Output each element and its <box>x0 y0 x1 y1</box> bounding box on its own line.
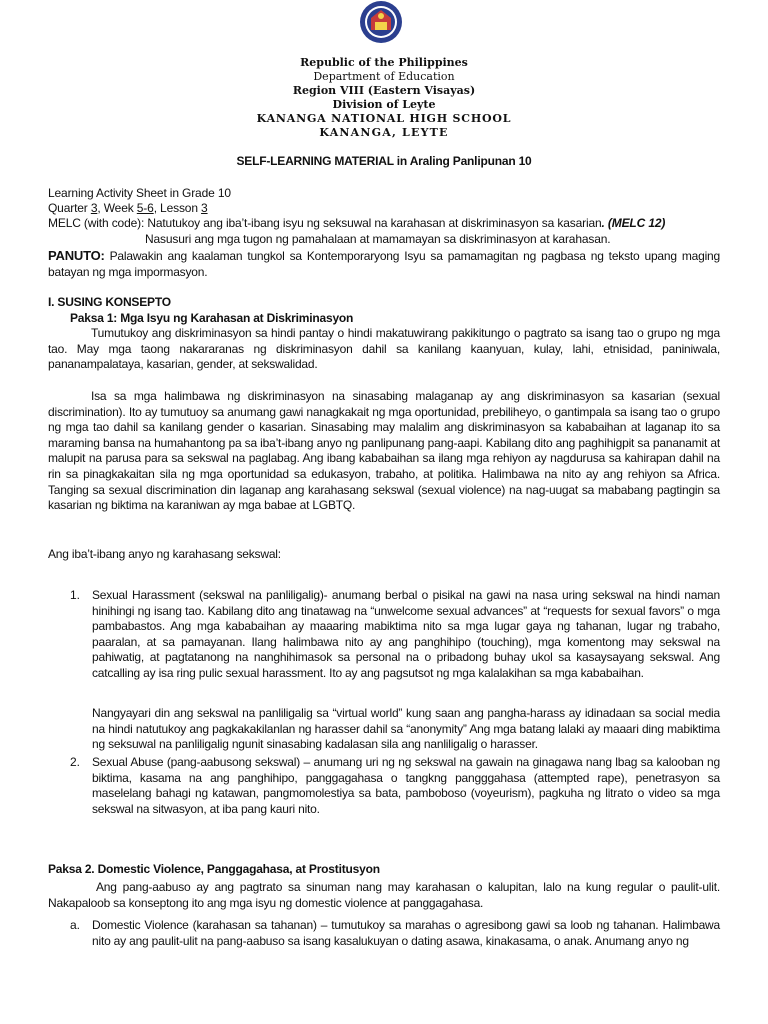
quarter-line <box>48 201 208 216</box>
deped-seal-icon <box>349 0 413 50</box>
section-heading-susing-konsepto: I. SUSING KONSEPTO <box>48 295 171 309</box>
panuto-paragraph <box>48 248 720 280</box>
melc-text: MELC (with code): Natutukoy ang iba’t-ibang isyu ng seksuwal na karahasan at diskriminasyon sa kasarian <box>48 216 602 230</box>
quarter-value: 3 <box>90 201 98 215</box>
division-line: Division of Leyte <box>332 98 436 111</box>
list-item-sexual-abuse: Sexual Abuse (pang-aabusong sekswal) – anumang uri ng ng sekswal na gawain na ginagawa nang lbag sa kalooban ng biktima, kasama na ang panghihipo, panggagahasa o tangkng pangggahasa (attempted rape), penetrasyon sa maselelang bahagi ng katawan, pangmomolestiya sa bata, pamboboso (voyeurism), pagkuha ng litrato o video sa mga sekswal na sitwasyon, at iba pang kauri nito. <box>92 755 720 816</box>
melc-code: (MELC 12) <box>604 216 666 230</box>
school-line: KANANGA NATIONAL HIGH SCHOOL <box>256 112 512 125</box>
republic-line: Republic of the Philippines <box>300 56 468 69</box>
location-line: KANANGA, LEYTE <box>319 126 449 139</box>
paragraph-anyo-intro: Ang iba’t-ibang anyo ng karahasang sekswal: <box>48 547 281 561</box>
topic-heading-paksa-1: Paksa 1: Mga Isyu ng Karahasan at Diskriminasyon <box>70 311 354 325</box>
melc-line <box>48 216 665 231</box>
list-letter-a: a. <box>70 918 81 932</box>
list-item-sexual-harassment: Sexual Harassment (sekswal na panliligalig)- anumang berbal o pisikal na gawi na nasa uring sekswal na hindi naman hinihingi ng isang tao. Kabilang dito ang tinatawag na “unwelcome sexual advances” at “requests for sexual favors” o mga pambabastos. Ang mga kababaihan ay maaaring mabiktima nito sa mga lugar gaya ng tahanan, lugar ng trabaho, paaralan, at sa pamayanan. Ilang halimbawa nito ay ang panghihipo (touching), mga komentong may sekswal na pahiwatig, at pagtatanong na nanghihimasok sa personal na o pribadong buhay ukol sa kasaysayang sekswal. Ang catcalling ay isa ring pulic sexual harassment. Ito ay ang pagsutsot ng mga kalalakihan sa mga kababaihan. <box>92 588 720 680</box>
week-value: 5-6 <box>136 201 154 215</box>
paragraph-sexual-discrimination: Isa sa mga halimbawa ng diskriminasyon na sinasabing malaganap ay ang diskriminasyon sa kasarian (sexual discrimination). Ito ay tumutuoy sa anumang gawi nanagkakait ng mga oportunidad, prebiliheyo, o gantimpala sa isang tao o grupo ng mga tao dahil sa kanilang gender o kasarian. Sinasabing may malalim ang diskriminasyon sa kababaihan at laganap ito sa maraming bansa na humahantong pa sa iba’t-ibang anyo ng panlipunang pang-aapi. Kabilang dito ang paghihigpit sa pananamit at malupit na parusa para sa sekswal na paglabag. Ang ibang kababaihan sa ilang mga rehiyon ay nagdurusa sa kahirapan dahil na rin sa pinagkakaitan sila ng mga oportunidad sa edukasyon, trabaho, at politika. Halimbawa na nito ay ang rehiyon sa Africa. Tanging sa sexual discrimination din laganap ang karahasang sekswal (sexual violence) na nag-uugat sa mababang pagtingin sa kasarian ng biktima na karaniwan ay mga babae at LGBTQ. <box>48 389 720 513</box>
melc-second-line: Nasusuri ang mga tugon ng pamahalaan at mamamayan sa diskriminasyon at karahasan. <box>145 232 611 246</box>
topic-heading-paksa-2: Paksa 2. Domestic Violence, Panggagahasa, at Prostitusyon <box>48 862 380 876</box>
list-item-domestic-violence: Domestic Violence (karahasan sa tahanan) – tumutukoy sa marahas o agresibong gawi sa loob ng tahanan. Halimbawa nito ay ang paulit-ulit na pang-aabuso sa isang kasalukuyan o dating asawa, kinakasama, o anak. Anumang anyo ng <box>92 918 720 948</box>
lesson-prefix: , Lesson <box>153 201 202 215</box>
list-number-2: 2. <box>70 755 81 769</box>
week-prefix: , Week <box>97 201 137 215</box>
list-number-1: 1. <box>70 588 81 602</box>
lesson-value: 3 <box>201 201 208 215</box>
quarter-prefix: Quarter <box>48 201 91 215</box>
panuto-label: PANUTO: <box>48 248 105 263</box>
page-title: SELF-LEARNING MATERIAL in Araling Panlipunan 10 <box>236 154 532 168</box>
region-line: Region VIII (Eastern Visayas) <box>292 84 476 97</box>
department-line: Department of Education <box>313 70 455 83</box>
melc-dot: . <box>601 216 605 230</box>
paragraph-pang-aabuso: Ang pang-aabuso ay ang pagtrato sa sinuman nang may karahasan o kalupitan, lalo na kung regular o paulit-ulit. Nakapaloob sa konseptong ito ang mga isyu ng domestic violence at panggagahasa. <box>48 880 720 910</box>
sheet-line: Learning Activity Sheet in Grade 10 <box>48 186 231 200</box>
list-item-virtual-world: Nangyayari din ang sekswal na panliligalig sa “virtual world” kung saan ang pangha-harass ay idinadaan sa social media na hindi natutukoy ang pagkakakilanlan ng harasser dahil sa “anonymity” Ang mga batang lalaki ay maaari ding mabiktima ng seksuwal na panliligalig ngunit sinasabing kadalasan sila ang nanliligalig o harasser. <box>92 706 720 752</box>
paragraph-diskriminasyon: Tumutukoy ang diskriminasyon sa hindi pantay o hindi makatuwirang pakikitungo o pagtrato sa isang tao o grupo ng mga tao. May mga taong nakararanas ng diskriminasyon dahil sa kanilang kaanyuan, kulay, lahi, etnisidad, paniniwala, pananampalataya, kasarian, gender, at sekswalidad. <box>48 326 720 372</box>
panuto-text: Palawakin ang kaalaman tungkol sa Kontemporaryong Isyu sa pamamagitan ng pagbasa ng teksto upang maging batayan ng mga impormasyon. <box>48 249 720 279</box>
